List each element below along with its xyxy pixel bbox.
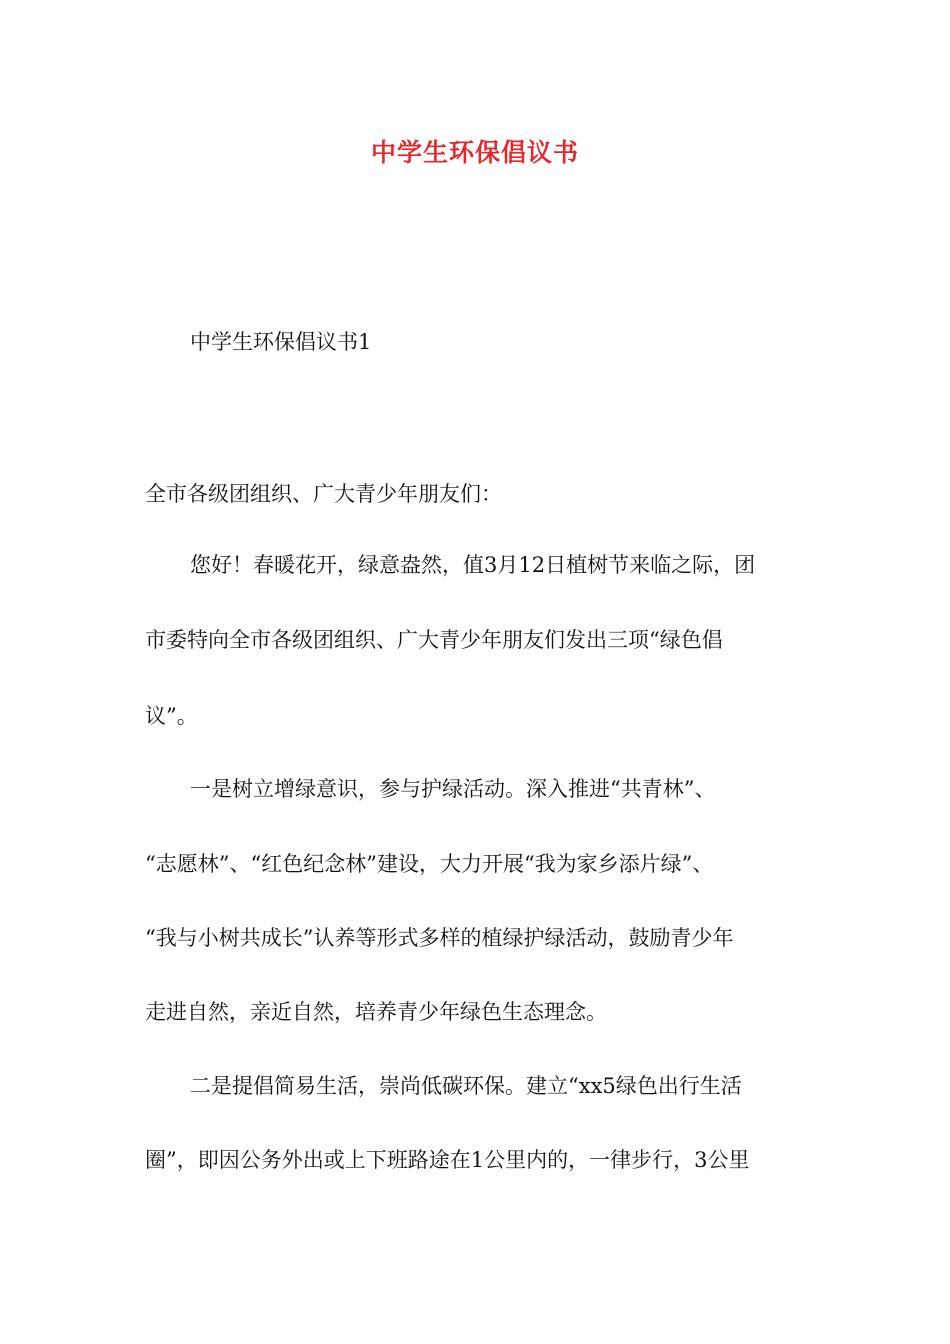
paragraph-line: 议”。 xyxy=(145,704,198,728)
salutation-line: 全市各级团组织、广大青少年朋友们： xyxy=(145,482,502,506)
paragraph-line: 一是树立增绿意识，参与护绿活动。深入推进“共青林”、 xyxy=(190,777,716,801)
paragraph-line: 走进自然，亲近自然，培养青少年绿色生态理念。 xyxy=(145,1000,607,1024)
paragraph-line: 二是提倡简易生活，崇尚低碳环保。建立“xx5绿色出行生活 xyxy=(190,1074,742,1098)
paragraph-line: “志愿林”、“红色纪念林”建设，大力开展“我为家乡添片绿”、 xyxy=(145,852,714,876)
paragraph-line: 圈”，即因公务外出或上下班路途在1公里内的，一律步行，3公里 xyxy=(145,1148,750,1172)
paragraph-line: 市委特向全市各级团组织、广大青少年朋友们发出三项“绿色倡 xyxy=(145,628,723,652)
section-heading: 中学生环保倡议书1 xyxy=(190,330,372,354)
document-title: 中学生环保倡议书 xyxy=(370,138,579,167)
paragraph-line: “我与小树共成长”认养等形式多样的植绿护绿活动，鼓励青少年 xyxy=(145,926,734,950)
paragraph-line: 您好！春暖花开，绿意盎然，值3月12日植树节来临之际，团 xyxy=(190,553,756,577)
